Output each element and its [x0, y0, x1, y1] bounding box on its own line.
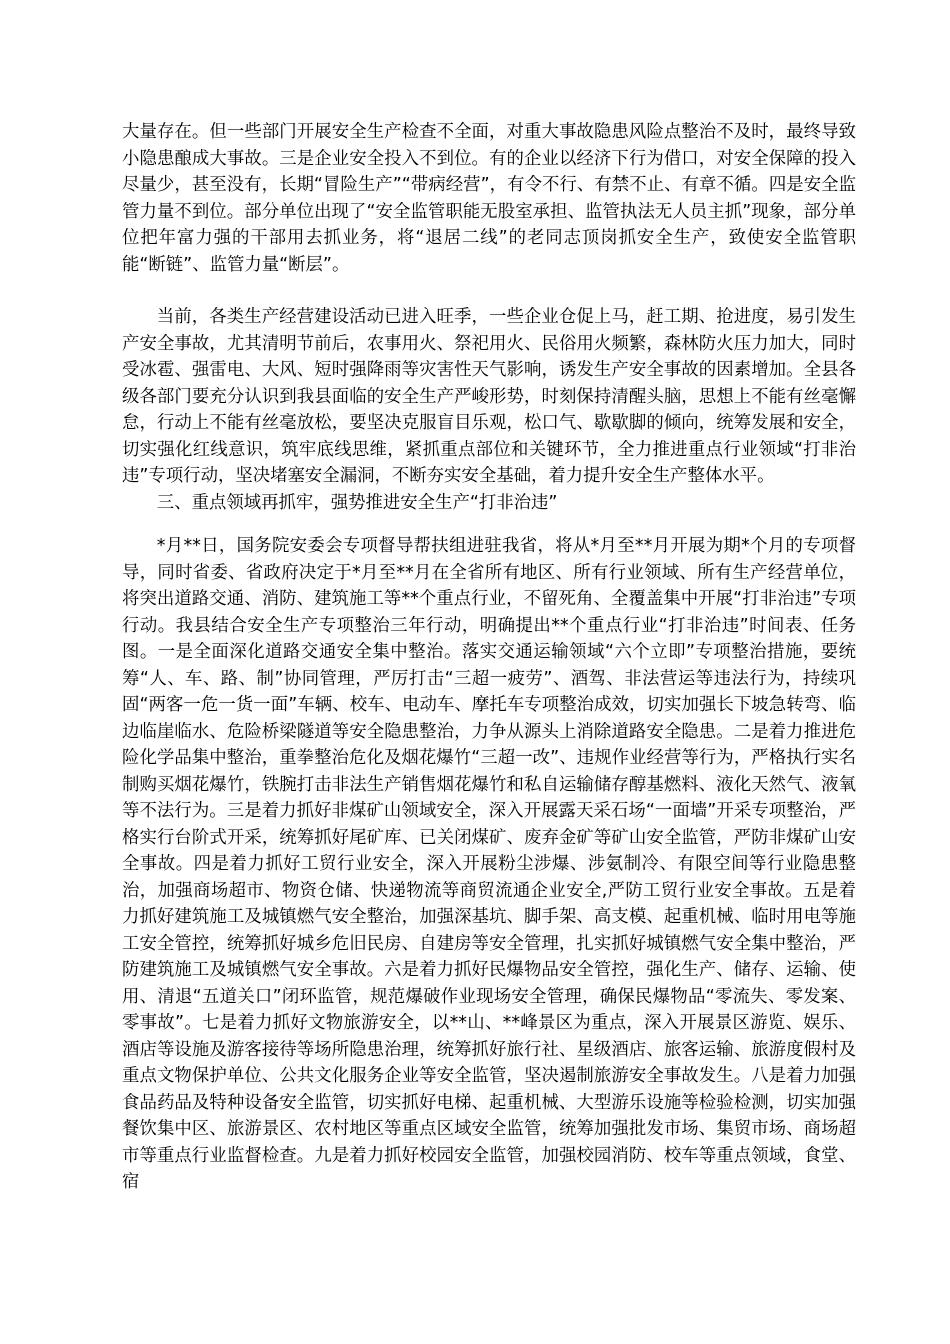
document-page [122, 119, 856, 1196]
paragraph-continuation: 大量存在。但一些部门开展安全生产检查不全面，对重大事故隐患风险点整治不及时，最终导致小隐患酿成大事故。三是企业安全投入不到位。有的企业以经济下行为借口，对安全保障的投入尽量少，甚至没有，长期“冒险生产”“带病经营”，有令不行、有禁不止、有章不循。四是安全监管力量不到位。部分单位出现了“安全监管职能无股室承担、监管执法无人员主抓”现象，部分单位把年富力强的干部用去抓业务，将“退居二线”的老同志顶岗抓安全生产，致使安全监管职能“断链”、监管力量“断层”。 [122, 122, 856, 275]
paragraph-key-areas: *月**日，国务院安委会专项督导帮扶组进驻我省，将从*月至**月开展为期*个月的专项督导，同时省委、省政府决定于*月至**月在全省所有地区、所有行业领域、所有生产经营单位，将突出道路交通、消防、建筑施工等**个重点行业，不留死角、全覆盖集中开展“打非治违”专项行动。我县结合安全生产专项整治三年行动，明确提出**个重点行业“打非治违”时间表、任务图。一是全面深化道路交通安全集中整治。落实交通运输领域“六个立即”专项整治措施，要统筹“人、车、路、制”协同管理，严厉打击“三超一疲劳”、酒驾、非法营运等违法行为，持续巩固“两客一危一货一面”车辆、校车、电动车、摩托车专项整治成效，切实加强长下坡急转弯、临边临崖临水、危险桥梁隧道等安全隐患整治，力争从源头上消除道路安全隐患。二是着力推进危险化学品集中整治，重拳整治危化及烟花爆竹“三超一改”、违规作业经营等行为，严格执行实名制购买烟花爆竹，铁腕打击非法生产销售烟花爆竹和私自运输储存醇基燃料、液化天然气、液氧等不法行为。三是着力抓好非煤矿山领域安全，深入开展露天采石场“一面墙”开采专项整治，严格实行台阶式开采，统筹抓好尾矿库、已关闭煤矿、废弃金矿等矿山安全监管，严防非煤矿山安全事故。四是着力抓好工贸行业安全，深入开展粉尘涉爆、涉氨制冷、有限空间等行业隐患整治，加强商场超市、物资仓储、快递物流等商贸流通企业安全,严防工贸行业安全事故。五是着力抓好建筑施工及城镇燃气安全整治，加强深基坑、脚手架、高支模、起重机械、临时用电等施工安全管控，统筹抓好城乡危旧民房、自建房等安全管理，扎实抓好城镇燃气安全集中整治，严防建筑施工及城镇燃气安全事故。六是着力抓好民爆物品安全管控，强化生产、储存、运输、使用、清退“五道关口”闭环监管，规范爆破作业现场安全管理，确保民爆物品“零流失、零发案、零事故”。七是着力抓好文物旅游安全，以**山、**峰景区为重点，深入开展景区游览、娱乐、酒店等设施及游客接待等场所隐患治理，统筹抓好旅行社、星级酒店、旅客运输、旅游度假村及重点文物保护单位、公共文化服务企业等安全监管，坚决遏制旅游安全事故发生。八是着力加强食品药品及特种设备安全监管，切实抓好电梯、起重机械、大型游乐设施等检验检测，切实加强餐饮集中区、旅游景区、农村地区等重点区域安全监管，统筹加强批发市场、集贸市场、商场超市等重点行业监督检查。九是着力抓好校园安全监管，加强校园消防、校车等重点领域，食堂、宿 [122, 536, 856, 1192]
section-heading: 三、重点领域再抓牢，强势推进安全生产“打非治违” [156, 492, 558, 513]
paragraph-current-situation: 当前，各类生产经营建设活动已进入旺季，一些企业仓促上马，赶工期、抢进度，易引发生产安全事故，尤其清明节前后，农事用火、祭祀用火、民俗用火频繁，森林防火压力加大，同时受冰雹、强雷电、大风、短时强降雨等灾害性天气影响，诱发生产安全事故的因素增加。全县各级各部门要充分认识到我县面临的安全生产严峻形势，时刻保持清醒头脑，思想上不能有丝毫懈怠，行动上不能有丝毫放松，要坚决克服盲目乐观，松口气、歇歇脚的倾向，统筹发展和安全，切实强化红线意识，筑牢底线思维，紧抓重点部位和关键环节，全力推进重点行业领域“打非治违”专项行动，坚决堵塞安全漏洞，不断夯实安全基础，着力提升安全生产整体水平。 [122, 307, 856, 486]
